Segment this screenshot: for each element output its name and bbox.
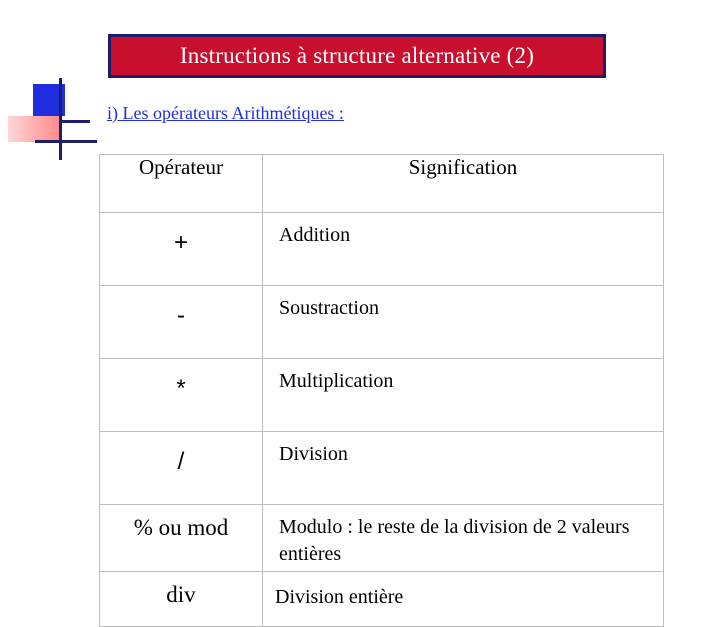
operator-cell: *: [100, 359, 263, 432]
operators-table: [99, 154, 664, 627]
table-row: [100, 359, 664, 432]
operator-cell: /: [100, 432, 263, 505]
table-row: [100, 213, 664, 286]
column-header-operator: Opérateur: [100, 155, 263, 213]
operator-cell: +: [100, 213, 263, 286]
decorative-pink-square: [8, 116, 60, 142]
decorative-horizontal-line-short: [60, 120, 90, 123]
table-row: [100, 505, 664, 572]
meaning-cell: Soustraction: [263, 286, 664, 359]
section-subtitle: i) Les opérateurs Arithmétiques :: [107, 103, 344, 123]
meaning-cell: Modulo : le reste de la division de 2 valeurs entières: [263, 505, 664, 572]
table-row: [100, 572, 664, 627]
meaning-cell: Multiplication: [263, 359, 664, 432]
table-header-row: [100, 155, 664, 213]
decorative-horizontal-line: [35, 140, 97, 143]
column-header-meaning: Signification: [263, 155, 664, 213]
meaning-cell: Addition: [263, 213, 664, 286]
table-row: [100, 286, 664, 359]
meaning-cell: Division entière: [263, 572, 664, 627]
meaning-cell: Division: [263, 432, 664, 505]
table-row: [100, 432, 664, 505]
operator-cell: div: [100, 572, 263, 627]
slide-title: Instructions à structure alternative (2): [179, 43, 535, 68]
slide-title-banner: [108, 34, 606, 78]
decorative-vertical-line: [59, 78, 62, 160]
operator-cell: -: [100, 286, 263, 359]
operator-cell: % ou mod: [100, 505, 263, 572]
